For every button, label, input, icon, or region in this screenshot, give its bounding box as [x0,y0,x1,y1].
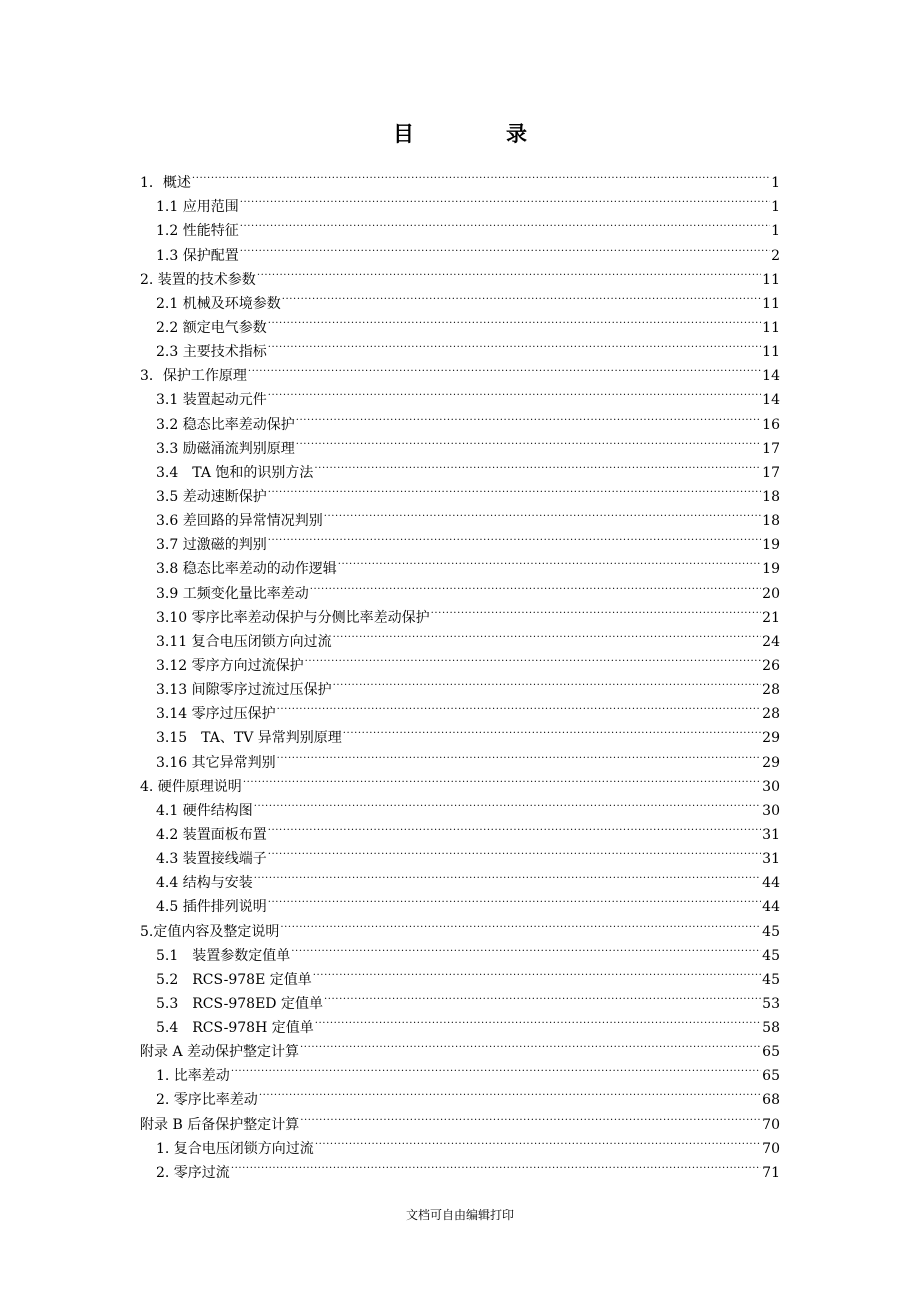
toc-dot-leader [192,163,770,187]
toc-entry-page-number: 1 [771,223,780,240]
toc-dot-leader [333,670,762,694]
toc-entry-page-number: 19 [762,537,780,554]
toc-entry-page-number: 11 [762,271,780,288]
toc-entry-label: 4.3 装置接线端子 [156,851,267,868]
toc-entry-page-number: 17 [762,464,780,481]
toc-dot-leader [315,1008,761,1032]
toc-entry-label: 3．保护工作原理 [140,368,247,385]
toc-entry-page-number: 31 [762,851,780,868]
toc-dot-leader [313,960,761,984]
toc-entry-label: 3.5 差动速断保护 [156,488,267,505]
toc-entry[interactable] [140,1080,780,1109]
toc-entry-label: 3.11 复合电压闭锁方向过流 [156,633,332,650]
toc-entry-label: 3.9 工频变化量比率差动 [156,585,309,602]
toc-dot-leader [268,477,761,501]
toc-entry-label: 3.16 其它异常判别 [156,754,276,771]
toc-entry-label: 3.13 间隙零序过流过压保护 [156,682,332,699]
toc-entry-page-number: 45 [762,947,780,964]
toc-dot-leader [300,1032,761,1056]
toc-entry-page-number: 29 [762,754,780,771]
toc-dot-leader [268,380,761,404]
toc-entry-page-number: 18 [762,488,780,505]
toc-dot-leader [277,694,762,718]
toc-entry-page-number: 71 [762,1164,780,1181]
toc-entry-page-number: 20 [762,585,780,602]
toc-entry-label: 3.1 装置起动元件 [156,392,267,409]
toc-entry-label: 3.10 零序比率差动保护与分侧比率差动保护 [156,609,430,626]
toc-dot-leader [243,767,761,791]
toc-entry-label: 2. 装置的技术参数 [140,271,256,288]
toc-dot-leader [338,549,761,573]
toc-entry-page-number: 14 [762,392,780,409]
toc-dot-leader [296,404,761,428]
toc-dot-leader [254,791,761,815]
toc-entry-page-number: 14 [762,368,780,385]
toc-entry-label: 4.5 插件排列说明 [156,899,267,916]
toc-title-char-2: 录 [506,121,527,146]
toc-title [0,118,920,148]
toc-dot-leader [310,573,761,597]
toc-entry-label: 2.2 额定电气参数 [156,319,267,336]
toc-entry-label: 2. 零序过流 [156,1164,230,1181]
toc-dot-leader [343,718,761,742]
toc-entry-page-number: 1 [771,175,780,192]
toc-entry[interactable] [140,187,780,216]
toc-dot-leader [268,815,761,839]
toc-dot-leader [257,260,761,284]
toc-entry-label: 附录 B 后备保护整定计算 [140,1116,300,1133]
toc-dot-leader [305,646,762,670]
toc-entry-label: 3.4 TA 饱和的识别方法 [156,464,314,481]
toc-list [140,163,780,1181]
toc-entry-label: 2.1 机械及环境参数 [156,295,281,312]
toc-entry-label: 1. 比率差动 [156,1068,230,1085]
toc-entry-label: 3.6 差回路的异常情况判别 [156,513,323,530]
toc-dot-leader [333,622,762,646]
toc-entry-page-number: 28 [762,706,780,723]
toc-entry-page-number: 70 [762,1116,780,1133]
toc-entry-label: 附录 A 差动保护整定计算 [140,1044,300,1061]
toc-entry[interactable] [140,163,780,192]
toc-entry-page-number: 31 [762,826,780,843]
toc-entry-page-number: 24 [762,633,780,650]
toc-entry-label: 3.14 零序过压保护 [156,706,276,723]
toc-dot-leader [282,284,761,308]
toc-dot-leader [268,308,761,332]
toc-entry[interactable] [140,1056,780,1085]
toc-entry-page-number: 30 [762,778,780,795]
toc-entry-label: 3.3 励磁涌流判别原理 [156,440,295,457]
toc-entry-label: 5.定值内容及整定说明 [140,923,280,940]
toc-entry-page-number: 19 [762,561,780,578]
toc-dot-leader [248,356,761,380]
toc-dot-leader [240,235,770,259]
toc-entry-page-number: 65 [762,1044,780,1061]
toc-dot-leader [296,429,761,453]
toc-entry-page-number: 44 [762,875,780,892]
toc-entry-page-number: 11 [762,295,780,312]
toc-entry-page-number: 1 [771,199,780,216]
toc-entry-page-number: 26 [762,657,780,674]
toc-dot-leader [300,1104,761,1128]
toc-dot-leader [324,984,761,1008]
toc-entry-label: 3.7 过激磁的判别 [156,537,267,554]
toc-dot-leader [431,598,762,622]
toc-entry-label: 4.4 结构与安装 [156,875,253,892]
toc-dot-leader [268,525,761,549]
toc-entry-label: 2.3 主要技术指标 [156,344,267,361]
toc-entry-page-number: 70 [762,1140,780,1157]
toc-dot-leader [268,332,761,356]
toc-dot-leader [314,453,761,477]
toc-entry-label: 5.4 RCS-978H 定值单 [156,1020,314,1037]
toc-title-char-1: 目 [393,121,414,146]
toc-entry-page-number: 45 [762,971,780,988]
toc-entry-label: 1.1 应用范围 [156,199,239,216]
toc-entry-label: 3.2 稳态比率差动保护 [156,416,295,433]
toc-entry-label: 3.12 零序方向过流保护 [156,657,304,674]
toc-entry-page-number: 11 [762,319,780,336]
toc-dot-leader [231,1153,761,1177]
toc-entry[interactable] [140,1153,780,1181]
toc-dot-leader [268,887,761,911]
toc-entry-page-number: 44 [762,899,780,916]
toc-entry-label: 4.2 装置面板布置 [156,826,267,843]
toc-dot-leader [268,839,761,863]
toc-dot-leader [240,211,770,235]
toc-entry-page-number: 29 [762,730,780,747]
toc-entry-page-number: 53 [762,995,780,1012]
toc-entry-label: 1. 复合电压闭锁方向过流 [156,1140,314,1157]
toc-entry-page-number: 45 [762,923,780,940]
toc-entry-label: 1．概述 [140,175,191,192]
toc-entry-label: 4. 硬件原理说明 [140,778,242,795]
toc-entry-label: 5.3 RCS-978ED 定值单 [156,995,323,1012]
page-footer: 文档可自由编辑打印 [405,1208,514,1222]
toc-dot-leader [315,1129,761,1153]
toc-entry-page-number: 17 [762,440,780,457]
toc-entry-page-number: 30 [762,802,780,819]
toc-entry-page-number: 2 [771,247,780,264]
toc-entry-label: 4.1 硬件结构图 [156,802,253,819]
toc-entry-label: 1.2 性能特征 [156,223,239,240]
toc-dot-leader [280,911,761,935]
toc-dot-leader [254,863,761,887]
toc-entry-page-number: 21 [762,609,780,626]
toc-entry-page-number: 28 [762,682,780,699]
toc-entry-page-number: 18 [762,513,780,530]
toc-dot-leader [240,187,770,211]
toc-entry-page-number: 58 [762,1020,780,1037]
toc-entry-label: 5.1 装置参数定值单 [156,947,291,964]
toc-entry-label: 1.3 保护配置 [156,247,239,264]
toc-dot-leader [259,1080,761,1104]
toc-entry-label: 3.8 稳态比率差动的动作逻辑 [156,561,337,578]
toc-entry-label: 3.15 TA、TV 异常判别原理 [156,730,342,747]
toc-dot-leader [277,742,762,766]
toc-dot-leader [291,936,761,960]
toc-entry-label: 2. 零序比率差动 [156,1092,258,1109]
toc-entry-page-number: 16 [762,416,780,433]
toc-entry-page-number: 68 [762,1092,780,1109]
toc-dot-leader [231,1056,761,1080]
toc-entry-page-number: 11 [762,344,780,361]
toc-dot-leader [324,501,761,525]
toc-entry-page-number: 65 [762,1068,780,1085]
toc-entry-label: 5.2 RCS-978E 定值单 [156,971,312,988]
